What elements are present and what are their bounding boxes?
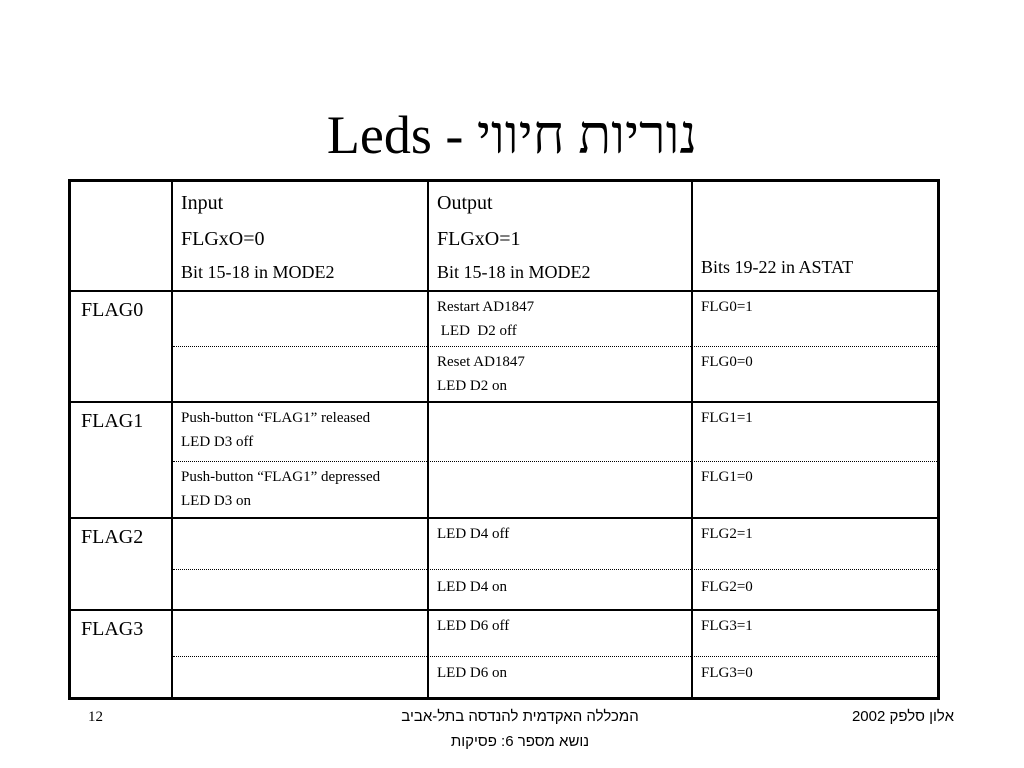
subrow-divider [173, 461, 937, 462]
input-cell [171, 350, 427, 374]
input-cell [171, 406, 427, 454]
input-cell [171, 522, 427, 546]
cell-line: Restart AD1847 [437, 299, 535, 315]
cell-line: LED D2 off [437, 323, 517, 339]
astat-cell: FLG2=1 [701, 526, 753, 542]
footer-author: אלון סלפק 2002 [851, 708, 954, 725]
cell-line: LED D3 off [181, 434, 254, 450]
astat-cell: FLG2=0 [701, 579, 753, 595]
output-cell [427, 465, 691, 489]
input-cell [171, 465, 427, 513]
row-divider [71, 609, 937, 611]
input-cell [171, 295, 427, 319]
flag-label-1: FLAG1 [81, 410, 144, 432]
output-cell [427, 614, 691, 638]
flags-table [68, 179, 940, 700]
cell-line: LED D2 on [437, 378, 507, 394]
cell-line: Push-button “FLAG1” released [181, 410, 371, 426]
row-divider [71, 290, 937, 292]
output-cell [427, 522, 691, 546]
header-output-bits: Bit 15-18 in MODE2 [437, 262, 591, 282]
input-cell [171, 575, 427, 599]
astat-cell: FLG3=0 [701, 665, 753, 681]
output-cell [427, 661, 691, 685]
header-output [427, 182, 691, 287]
astat-cell: FLG1=1 [701, 410, 753, 426]
input-cell [171, 661, 427, 685]
header-astat: Bits 19-22 in ASTAT [701, 257, 854, 277]
input-cell [171, 614, 427, 638]
header-input-bits: Bit 15-18 in MODE2 [181, 262, 335, 282]
page-number: 12 [88, 709, 103, 725]
subrow-divider [173, 656, 937, 657]
header-output-title: Output [437, 192, 493, 214]
cell-line: LED D3 on [181, 493, 251, 509]
flag-label-3: FLAG3 [81, 618, 144, 640]
header-input-flag: FLGxO=0 [181, 228, 265, 250]
cell-line: LED D6 on [437, 665, 507, 681]
cell-line: LED D6 off [437, 618, 510, 634]
header-input-title: Input [181, 192, 224, 214]
header-output-flag: FLGxO=1 [437, 228, 521, 250]
row-divider [71, 401, 937, 403]
astat-cell: FLG0=1 [701, 299, 753, 315]
astat-cell: FLG1=0 [701, 469, 753, 485]
slide-title: Leds - נוריות חיווי [326, 105, 698, 165]
output-cell [427, 295, 691, 343]
output-cell [427, 575, 691, 599]
flag-label-2: FLAG2 [81, 526, 144, 548]
cell-line: Push-button “FLAG1” depressed [181, 469, 381, 485]
cell-line: LED D4 on [437, 579, 507, 595]
cell-line: Reset AD1847 [437, 354, 525, 370]
row-divider [71, 517, 937, 519]
subrow-divider [173, 569, 937, 570]
footer-topic: נושא מספר 6: פסיקות [450, 733, 590, 750]
header-input [171, 182, 427, 287]
cell-line: LED D4 off [437, 526, 510, 542]
output-cell [427, 406, 691, 430]
astat-cell: FLG0=0 [701, 354, 753, 370]
subrow-divider [173, 346, 937, 347]
footer-institution: המכללה האקדמית להנדסה בתל-אביב [401, 708, 639, 725]
astat-cell: FLG3=1 [701, 618, 753, 634]
flag-label-0: FLAG0 [81, 299, 144, 321]
output-cell [427, 350, 691, 398]
